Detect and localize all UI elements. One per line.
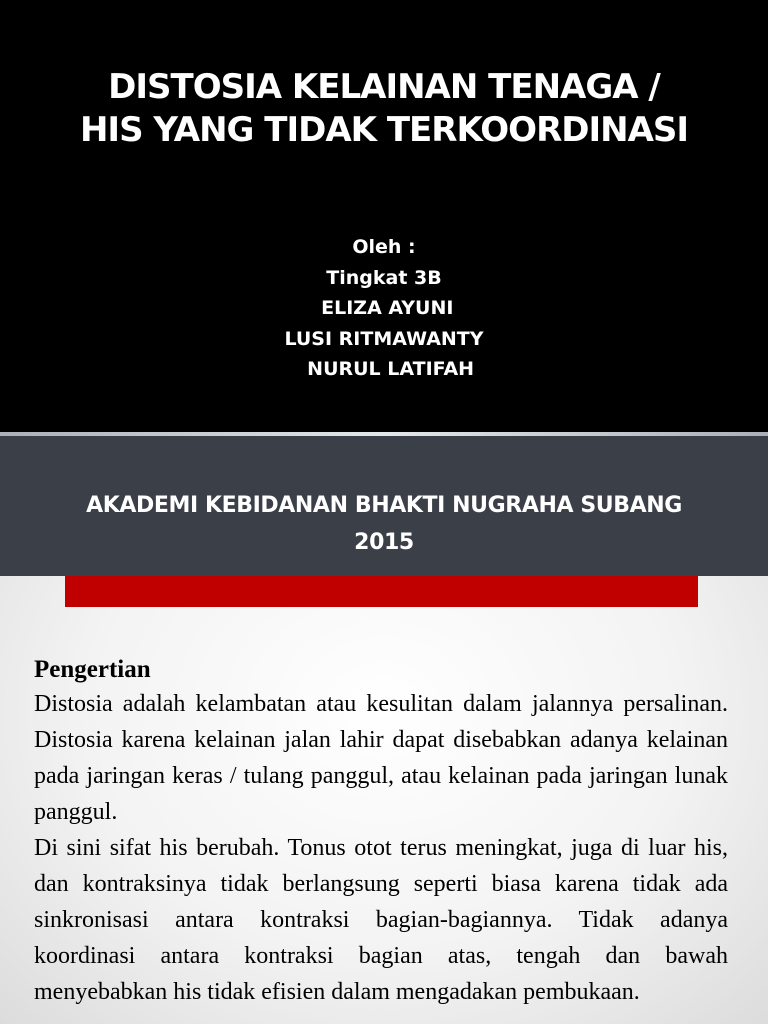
slide-title — [0, 66, 768, 152]
title-line-2: HIS YANG TIDAK TERKOORDINASI — [79, 110, 689, 150]
author-line-1: ELIZA AYUNI — [314, 297, 454, 319]
slide-body — [34, 654, 728, 1010]
title-slide — [0, 0, 768, 432]
author-list — [0, 232, 768, 385]
institution-name: AKADEMI KEBIDANAN BHAKTI NUGRAHA SUBANG — [86, 493, 682, 518]
author-line-2: LUSI RITMAWANTY — [284, 327, 484, 350]
section-heading: Pengertian — [34, 656, 151, 683]
red-accent-bar — [65, 576, 698, 607]
content-slide — [0, 576, 768, 1024]
paragraph-definition: Distosia adalah kelambatan atau kesulitan dalam jalannya persalinan. Distosia karena kelainan jalan lahir dapat disebabkan adanya kelainan pada jaringan keras / tulang panggul, atau kelainan pada jaringan lunak panggul. — [34, 691, 728, 825]
institution-year: 2015 — [354, 530, 414, 555]
author-line-level: Tingkat 3B — [326, 266, 442, 289]
title-line-1: DISTOSIA KELAINAN TENAGA / — [108, 67, 660, 107]
author-line-oleh: Oleh : — [352, 236, 416, 258]
paragraph-description: Di sini sifat his berubah. Tonus otot terus meningkat, juga di luar his, dan kontraksinya tidak berlangsung seperti biasa karena tidak ada sinkronisasi antara kontraksi bagian-bagiannya. Tidak adanya koordinasi antara kontraksi bagian atas, tengah dan bawah menyebabkan his tidak efisien dalam mengadakan pembukaan. — [34, 835, 728, 1005]
institution-band — [0, 436, 768, 576]
author-line-3: NURUL LATIFAH — [293, 358, 475, 380]
